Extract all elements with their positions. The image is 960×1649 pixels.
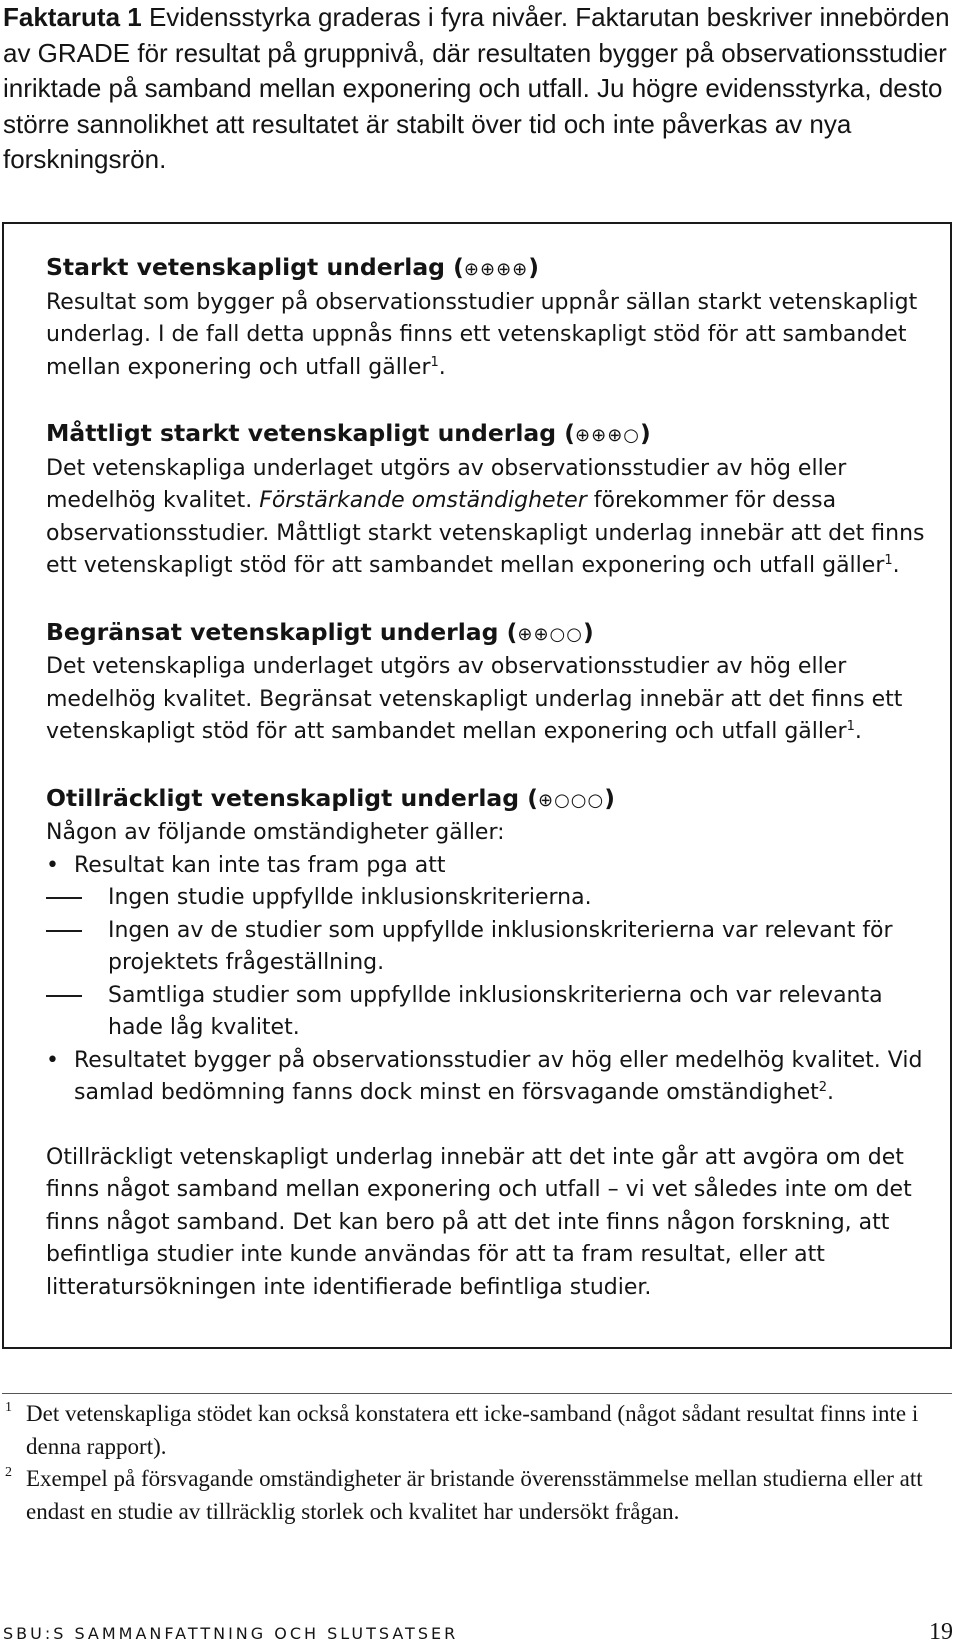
- evidence-symbols: ⊕⊕⊕⊕: [463, 259, 529, 280]
- dash-icon: [46, 897, 82, 899]
- footnote-number: 2: [5, 1465, 12, 1480]
- section-body: Det vetenskapliga underlaget utgörs av observationsstudier av hög eller medelhög kvalitet. Begränsat vetenskapligt underlag innebär att det finns ett vetenskapligt stöd för att sambandet mellan exponering och utfall gäller$^1$.: [46, 654, 903, 744]
- section-title: Otillräckligt vetenskapligt underlag (⊕○○○): [46, 783, 615, 812]
- dash-item: [46, 882, 926, 915]
- fact-box-intro-text: Evidensstyrka graderas i fyra nivåer. Faktarutan beskriver innebörden av GRADE för resultat på gruppnivå, där resultaten bygger på observationsstudier inriktade på samband mellan exponering och utfall. Ju högre evidensstyrka, desto större sannolikhet att resultatet är stabilt över tid och inte påverkas av nya forskningsrön.: [3, 2, 950, 175]
- section-conclusion: Otillräckligt vetenskapligt underlag innebär att det inte går att avgöra om det finns något samband mellan exponering och utfall – vi vet således inte om det finns något samband. Det kan bero på att det inte finns någon forskning, att befintliga studier inte kunde användas för att ta fram resultat, eller att litteratursökningen inte identifierade befintliga studier.: [46, 1144, 912, 1300]
- evidence-symbols: ⊕○○○: [538, 789, 605, 811]
- section-body-text: Det vetenskapliga underlaget utgörs av observationsstudier av hög eller medelhög kvalitet.: [46, 455, 847, 513]
- running-footer-title: SBU:S SAMMANFATTNING OCH SLUTSATSER: [3, 1624, 459, 1643]
- fact-box: [2, 222, 952, 1349]
- section-title-text: Otillräckligt vetenskapligt underlag: [46, 783, 520, 812]
- footnote-ref[interactable]: 2: [818, 1080, 828, 1095]
- section-body-text: Resultat som bygger på observationsstudier uppnår sällan starkt vetenskapligt underlag. I de fall detta uppnås finns ett vetenskapligt stöd för att sambandet mellan exponering och utfall gäller: [46, 289, 918, 380]
- section-title-text: Måttligt starkt vetenskapligt underlag: [46, 419, 557, 447]
- bullet-icon: •: [46, 852, 59, 878]
- list-item-text: Resultat kan inte tas fram pga att: [74, 852, 446, 878]
- page-footer: [3, 1621, 953, 1647]
- footnote: [0, 1463, 955, 1528]
- dash-item-text: Ingen studie uppfyllde inklusionskriterierna.: [108, 885, 592, 910]
- footnote-ref[interactable]: 1: [430, 354, 439, 370]
- list-item-text: Resultatet bygger på observationsstudier av hög eller medelhög kvalitet. Vid samlad bedömning fanns dock minst en försvagande omständighet: [74, 1047, 923, 1105]
- dash-item-text: Samtliga studier som uppfyllde inklusionskriterierna och var relevanta hade låg kvalitet.: [108, 982, 883, 1040]
- section-title-text: Starkt vetenskapligt underlag: [46, 253, 445, 281]
- section-title: Begränsat vetenskapligt underlag (⊕⊕○○): [46, 617, 594, 646]
- evidence-symbols: ⊕⊕○○: [517, 623, 583, 645]
- section-strong: [46, 251, 926, 384]
- fact-box-label: Faktaruta 1: [3, 2, 142, 32]
- italic-term: Förstärkande omständigheter: [259, 488, 587, 513]
- section-title-text: Begränsat vetenskapligt underlag: [46, 617, 499, 646]
- dash-icon: [46, 930, 82, 932]
- fact-box-content: [46, 251, 926, 1304]
- footnote-ref[interactable]: 1: [884, 553, 893, 568]
- dash-item: [46, 915, 926, 980]
- bullet-icon: •: [46, 1047, 59, 1073]
- section-lead: Någon av följande omständigheter gäller:: [46, 820, 505, 845]
- section-body: Resultat som bygger på observationsstudier uppnår sällan starkt vetenskapligt underlag. I de fall detta uppnås finns ett vetenskapligt stöd för att sambandet mellan exponering och utfall gäller$^1$.: [46, 289, 918, 380]
- page-number: 19: [929, 1619, 953, 1645]
- footnote-number: 1: [5, 1400, 12, 1415]
- section-body-text: Det vetenskapliga underlaget utgörs av observationsstudier av hög eller medelhög kvalitet. Begränsat vetenskapligt underlag innebär att det finns ett vetenskapligt stöd för att sambandet mellan exponering och utfall gäller: [46, 654, 903, 744]
- fact-box-intro: [3, 0, 953, 178]
- footnote: [0, 1398, 955, 1463]
- dash-item: [46, 980, 926, 1045]
- section-insufficient: [46, 782, 926, 1305]
- section-limited: [46, 616, 926, 749]
- list-item: • Resultatet bygger på observationsstudier av hög eller medelhög kvalitet. Vid samlad bedömning fanns dock minst en försvagande omständighet$^2$.: [46, 1045, 926, 1110]
- list-item: [46, 850, 926, 1045]
- dash-icon: [46, 995, 82, 997]
- bullet-list: [46, 850, 926, 1110]
- section-title: Måttligt starkt vetenskapligt underlag (⊕⊕⊕○): [46, 419, 651, 447]
- footnote-ref[interactable]: 1: [846, 719, 855, 734]
- footnote-text: Exempel på försvagande omständigheter är bristande överensstämmelse mellan studierna eller att endast en studie av tillräcklig storlek och kvalitet har undersökt frågan.: [26, 1466, 923, 1524]
- section-body: Det vetenskapliga underlaget utgörs av observationsstudier av hög eller medelhög kvalitet. Förstärkande omständigheter förekommer för dessa observationsstudier. Måttligt starkt vetenskapligt underlag innebär att det finns ett vetenskapligt stöd för att sambandet mellan exponering och utfall gäller$^1$.: [46, 455, 925, 578]
- dash-list: [74, 882, 926, 1045]
- footnotes: [0, 1398, 955, 1528]
- section-moderate: [46, 417, 926, 583]
- dash-item-text: Ingen av de studier som uppfyllde inklusionskriterierna var relevant för projektets frågeställning.: [108, 917, 893, 975]
- section-title: Starkt vetenskapligt underlag (⊕⊕⊕⊕): [46, 253, 539, 281]
- footnote-divider: [2, 1393, 952, 1394]
- footnote-text: Det vetenskapliga stödet kan också konstatera ett icke-samband (något sådant resultat finns inte i denna rapport).: [26, 1401, 919, 1459]
- section-body-text: förekommer för dessa observationsstudier. Måttligt starkt vetenskapligt underlag innebär att det finns ett vetenskapligt stöd för att sambandet mellan exponering och utfall gäller: [46, 488, 925, 578]
- evidence-symbols: ⊕⊕⊕○: [575, 425, 640, 446]
